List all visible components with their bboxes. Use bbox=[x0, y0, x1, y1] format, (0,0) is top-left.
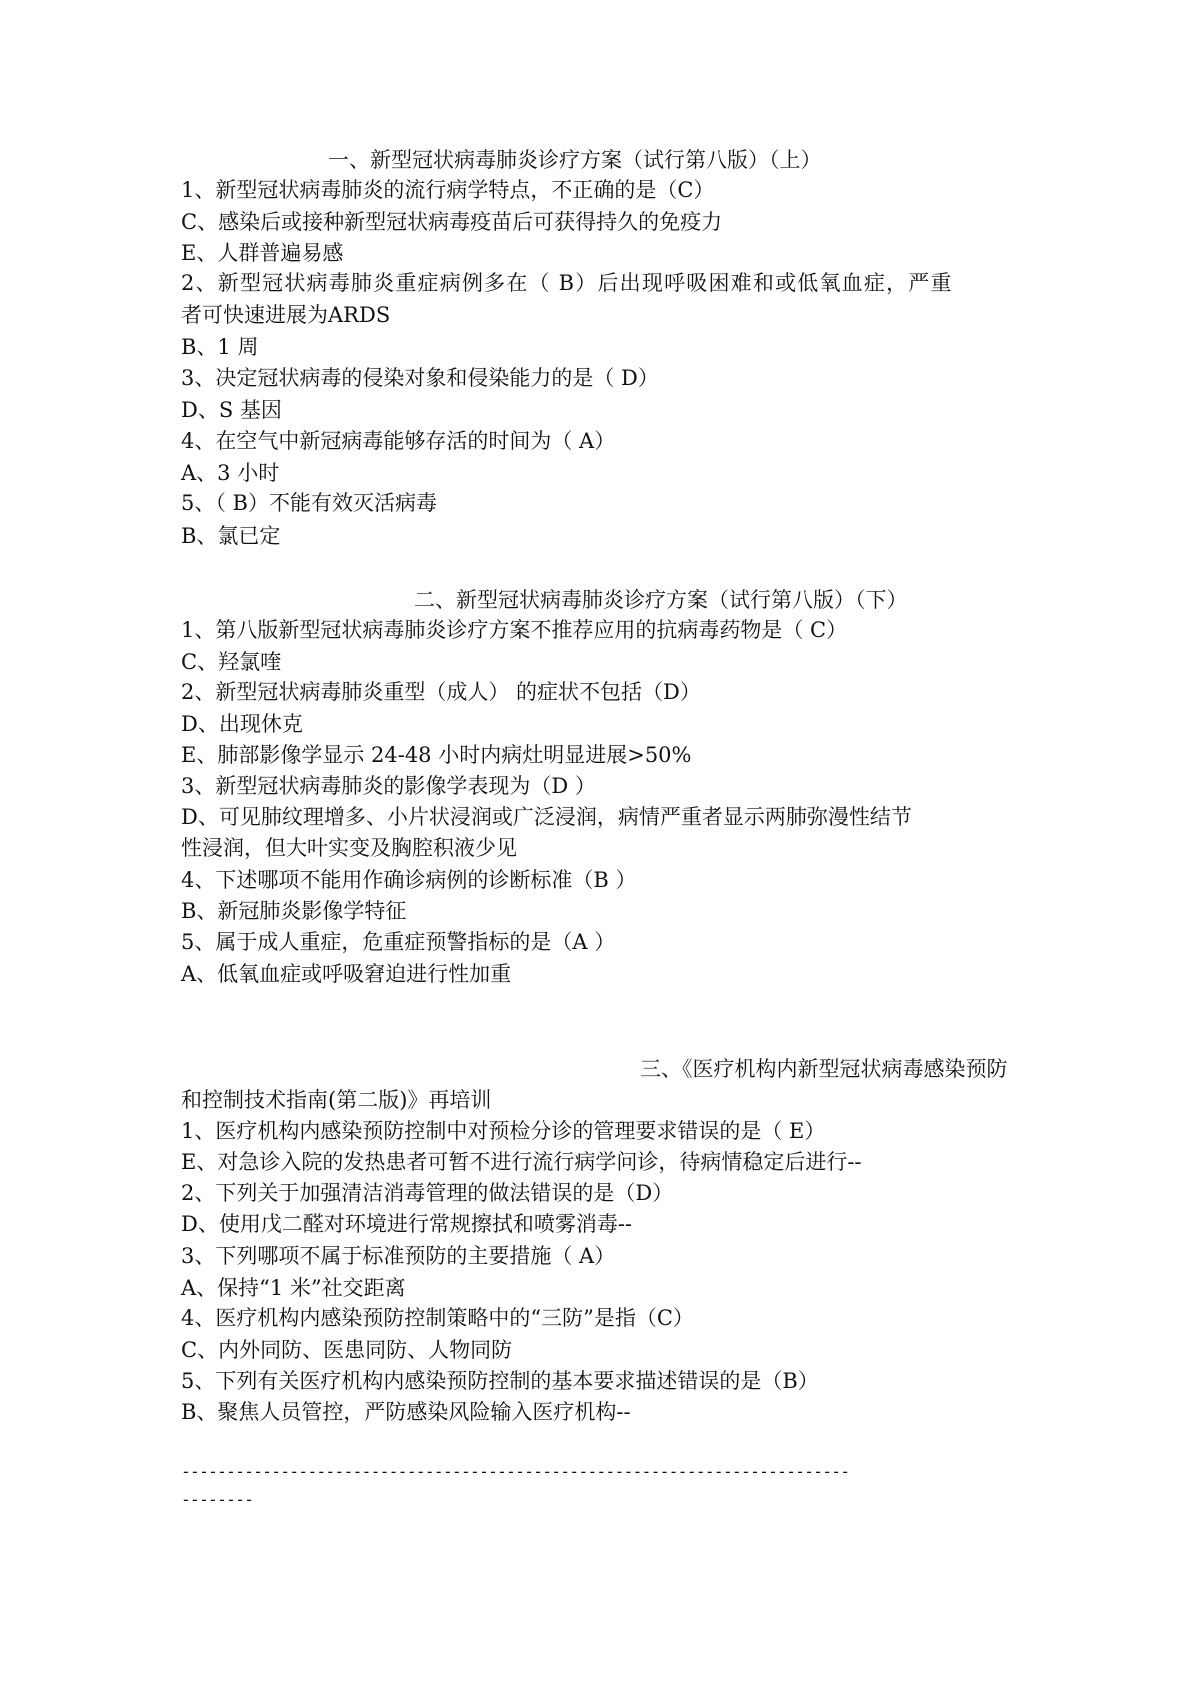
answer-line: B、新冠肺炎影像学特征 bbox=[181, 899, 407, 923]
answer-line: C、内外同防、医患同防、人物同防 bbox=[181, 1338, 513, 1362]
answer-line: C、感染后或接种新型冠状病毒疫苗后可获得持久的免疫力 bbox=[181, 210, 723, 234]
answer-line: D、出现休克 bbox=[181, 712, 303, 736]
question-line: 5、属于成人重症，危重症预警指标的是（A ） bbox=[181, 930, 616, 954]
question-line-cont: 者可快速进展为ARDS bbox=[181, 303, 391, 327]
section-1-heading: 一、新型冠状病毒肺炎诊疗方案（试行第八版）（上） bbox=[328, 148, 822, 172]
question-line: 1、医疗机构内感染预防控制中对预检分诊的管理要求错误的是（ E） bbox=[181, 1119, 826, 1143]
answer-line: B、1 周 bbox=[181, 335, 259, 359]
question-line: 4、医疗机构内感染预防控制策略中的“三防”是指（C） bbox=[181, 1306, 694, 1330]
answer-line: D、S 基因 bbox=[181, 398, 282, 422]
question-line: 1、第八版新型冠状病毒肺炎诊疗方案不推荐应用的抗病毒药物是（ C） bbox=[181, 618, 848, 642]
separator-line: -------------------------------------------------------------------------- bbox=[181, 1462, 850, 1481]
question-line: 5、（ B）不能有效灭活病毒 bbox=[181, 491, 437, 515]
answer-line: C、羟氯喹 bbox=[181, 650, 282, 674]
separator-line-cont: -------- bbox=[181, 1490, 254, 1509]
question-line: 3、决定冠状病毒的侵染对象和侵染能力的是（ D） bbox=[181, 366, 659, 390]
answer-line-cont: 性浸润，但大叶实变及胸腔积液少见 bbox=[181, 836, 517, 860]
question-line: 2、新型冠状病毒肺炎重症病例多在（ B）后出现呼吸困难和或低氧血症，严重 bbox=[181, 271, 953, 295]
question-line: 1、新型冠状病毒肺炎的流行病学特点，不正确的是（C） bbox=[181, 178, 715, 202]
answer-line: E、肺部影像学显示 24-48 小时内病灶明显进展>50% bbox=[181, 743, 692, 767]
question-line: 4、下述哪项不能用作确诊病例的诊断标准（B ） bbox=[181, 868, 637, 892]
question-line: 3、新型冠状病毒肺炎的影像学表现为（D ） bbox=[181, 774, 596, 798]
answer-line: D、使用戊二醛对环境进行常规擦拭和喷雾消毒-- bbox=[181, 1212, 633, 1236]
question-line: 2、下列关于加强清洁消毒管理的做法错误的是（D） bbox=[181, 1181, 674, 1205]
question-line: 4、在空气中新冠病毒能够存活的时间为（ A） bbox=[181, 429, 616, 453]
question-line: 2、新型冠状病毒肺炎重型（成人） 的症状不包括（D） bbox=[181, 680, 701, 704]
answer-line: D、可见肺纹理增多、小片状浸润或广泛浸润，病情严重者显示两肺弥漫性结节 bbox=[181, 805, 912, 829]
answer-line: B、聚焦人员管控，严防感染风险输入医疗机构-- bbox=[181, 1400, 631, 1424]
answer-line: B、氯已定 bbox=[181, 524, 281, 548]
question-line: 5、下列有关医疗机构内感染预防控制的基本要求描述错误的是（B） bbox=[181, 1369, 819, 1393]
answer-line: E、人群普遍易感 bbox=[181, 241, 344, 265]
question-line: 3、下列哪项不属于标准预防的主要措施（ A） bbox=[181, 1244, 616, 1268]
section-2-heading: 二、新型冠状病毒肺炎诊疗方案（试行第八版）（下） bbox=[414, 588, 908, 612]
section-3-heading: 三、《医疗机构内新型冠状病毒感染预防 bbox=[640, 1057, 1008, 1081]
answer-line: A、保持“1 米”社交距离 bbox=[181, 1276, 406, 1300]
answer-line: E、对急诊入院的发热患者可暂不进行流行病学问诊，待病情稳定后进行-- bbox=[181, 1150, 862, 1174]
answer-line: A、3 小时 bbox=[181, 461, 280, 485]
section-3-heading-cont: 和控制技术指南(第二版)》再培训 bbox=[181, 1088, 492, 1112]
answer-line: A、低氧血症或呼吸窘迫进行性加重 bbox=[181, 962, 512, 986]
